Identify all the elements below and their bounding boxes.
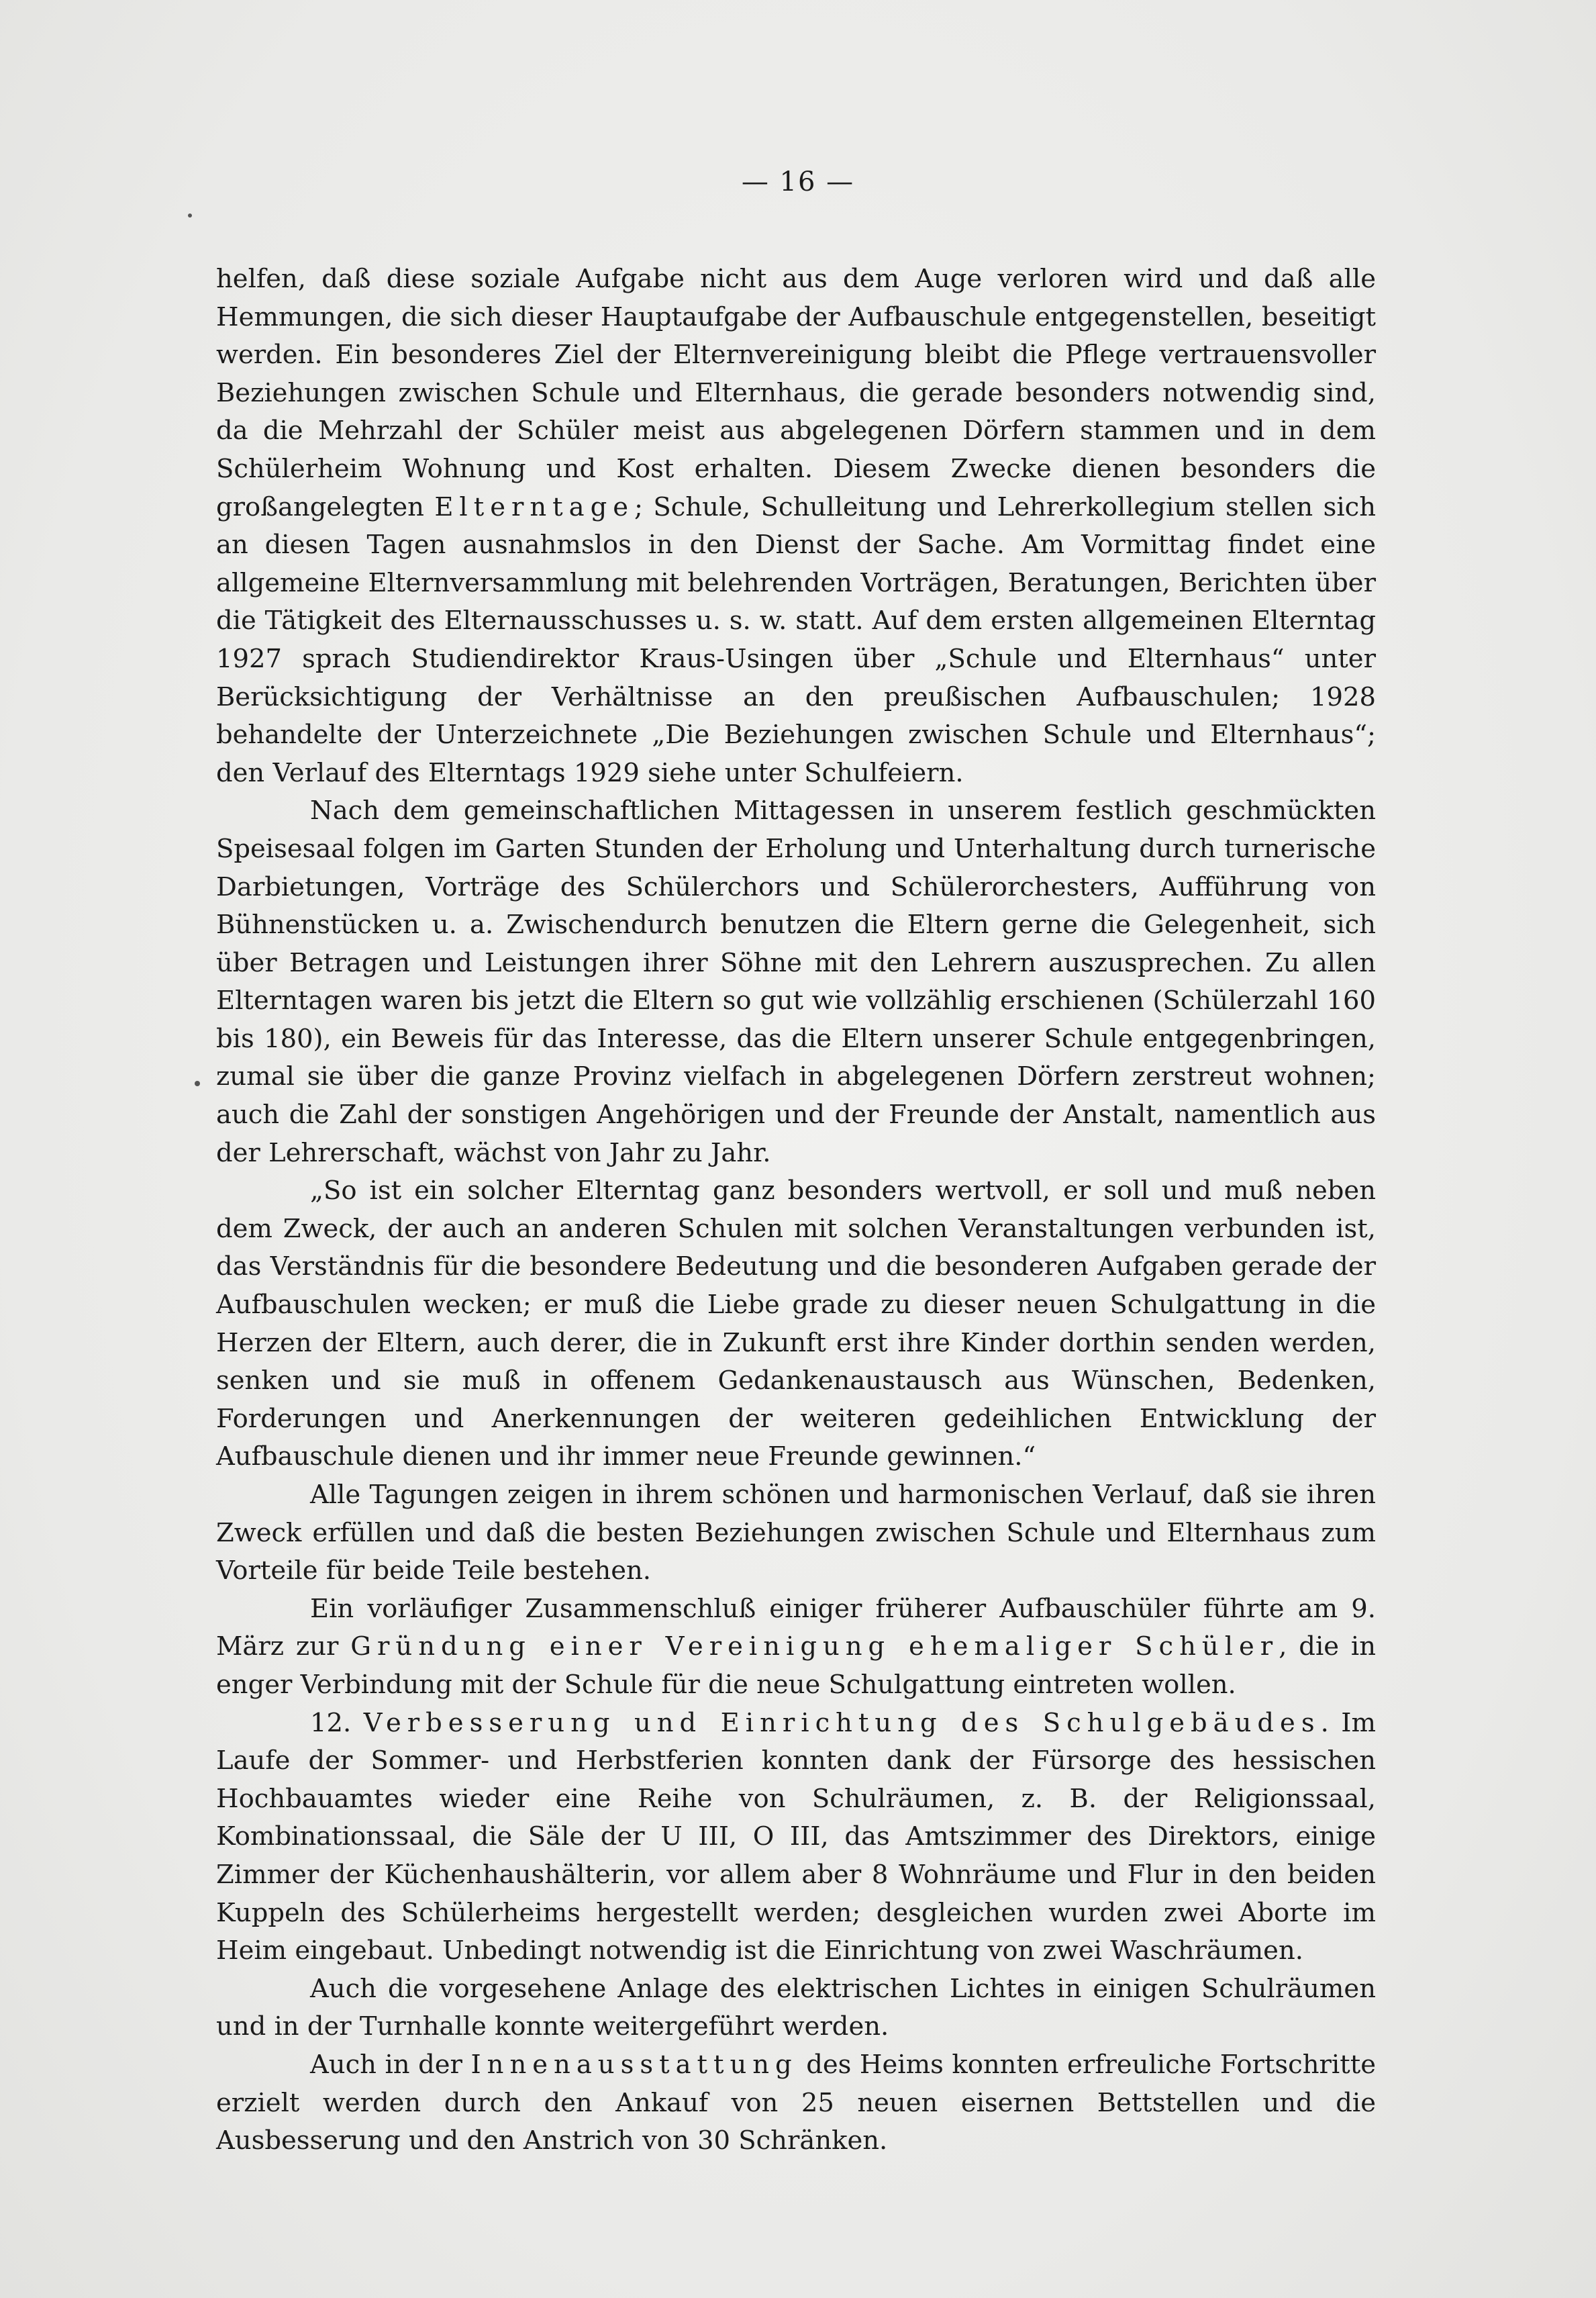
section-paragraph	[216, 1705, 1376, 1970]
paragraph	[216, 1970, 1376, 2046]
body-text	[216, 260, 1376, 2160]
text-run: des Heims konnten erfreuliche Fortschritte erzielt werden durch den Ankauf von 25 neuen eisernen Bettstellen und die Ausbesserung und den Anstrich von 30 Schränken.	[216, 2049, 1376, 2156]
quoted-paragraph	[216, 1172, 1376, 1476]
paper-speck	[188, 213, 192, 218]
spaced-emphasis: Elterntage	[434, 491, 635, 522]
paragraph	[216, 2046, 1376, 2160]
text-run: ; Schule, Schulleitung und Lehrerkollegium stellen sich an diesen Tagen ausnahmslos in den Dienst der Sache. Am Vormittag findet eine allgemeine Elternversammlung mit belehrenden Vorträgen, Beratungen, Berichten über die Tätigkeit des Elternausschusses u. s. w. statt. Auf dem ersten allgemeinen Elterntag 1927 sprach Studiendirektor Kraus-Usingen über „Schule und Elternhaus“ unter Berücksichtigung der Verhältnisse an den preußischen Aufbauschulen; 1928 behandelte der Unterzeichnete „Die Beziehungen zwischen Schule und Elternhaus“; den Verlauf des Elterntags 1929 siehe unter Schulfeiern.	[216, 491, 1376, 788]
text-run: , die in enger Verbindung mit der Schule für die neue Schulgattung eintreten wollen.	[216, 1631, 1376, 1700]
section-heading: Verbesserung und Einrichtung des Schulgebäudes	[363, 1707, 1321, 1738]
paragraph	[216, 1590, 1376, 1705]
section-number: 12.	[310, 1707, 364, 1738]
paper-speck	[195, 1081, 200, 1086]
text-run: Auch in der	[310, 2049, 471, 2080]
text-run: Auch die vorgesehene Anlage des elektrischen Lichtes in einigen Schulräumen und in der Turnhalle konnte weitergeführt werden.	[216, 1973, 1376, 2042]
text-run: „So ist ein solcher Elterntag ganz besonders wertvoll, er soll und muß neben dem Zweck, der auch an anderen Schulen mit solchen Veranstaltungen verbunden ist, das Verständnis für die besondere Bedeutung und die besonderen Aufgaben gerade der Aufbauschulen wecken; er muß die Liebe grade zu dieser neuen Schulgattung in die Herzen der Eltern, auch derer, die in Zukunft erst ihre Kinder dorthin senden werden, senken und sie muß in offenem Gedankenaustausch aus Wünschen, Bedenken, Forderungen und Anerkennungen der weiteren gedeihlichen Entwicklung der Aufbauschule dienen und ihr immer neue Freunde gewinnen.“	[216, 1176, 1376, 1472]
text-run: Ein vorläufiger Zusammenschluß einiger früherer Aufbauschüler führte am 9. März zur	[216, 1593, 1376, 1662]
spaced-emphasis: Innenausstattung	[470, 2049, 798, 2080]
text-run: Alle Tagungen zeigen in ihrem schönen und harmonischen Verlauf, daß sie ihren Zweck erfüllen und daß die besten Beziehungen zwischen Schule und Elternhaus zum Vorteile für beide Teile bestehen.	[216, 1480, 1376, 1586]
text-run: Nach dem gemeinschaftlichen Mittagessen in unserem festlich geschmückten Speisesaal folgen im Garten Stunden der Erholung und Unterhaltung durch turnerische Darbietungen, Vorträge des Schülerchors und Schülerorchesters, Aufführung von Bühnenstücken u. a. Zwischendurch benutzen die Eltern gerne die Gelegenheit, sich über Betragen und Leistungen ihrer Söhne mit den Lehrern auszusprechen. Zu allen Elterntagen waren bis jetzt die Eltern so gut wie vollzählig erschienen (Schülerzahl 160 bis 180), ein Beweis für das Interesse, das die Eltern unserer Schule entgegenbringen, zumal sie über die ganze Provinz vielfach in abgelegenen Dörfern zerstreut wohnen; auch die Zahl der sonstigen Angehörigen und der Freunde der Anstalt, namentlich aus der Lehrerschaft, wächst von Jahr zu Jahr.	[216, 796, 1376, 1168]
page-number: — 16 —	[741, 166, 855, 197]
paragraph	[216, 260, 1376, 792]
spaced-emphasis: Gründung einer Vereinigung ehemaliger Schüler	[350, 1631, 1279, 1662]
paragraph	[216, 792, 1376, 1172]
text-run: . Im Laufe der Sommer- und Herbstferien konnten dank der Fürsorge des hessischen Hochbauamtes wieder eine Reihe von Schulräumen, z. B. der Religionssaal, Kombinationssaal, die Säle der U III, O III, das Amtszimmer des Direktors, einige Zimmer der Küchenhaushälterin, vor allem aber 8 Wohnräume und Flur in den beiden Kuppeln des Schülerheims hergestellt werden; desgleichen wurden zwei Aborte im Heim eingebaut. Unbedingt notwendig ist die Einrichtung von zwei Waschräumen.	[216, 1707, 1376, 1966]
text-run: helfen, daß diese soziale Aufgabe nicht aus dem Auge verloren wird und daß alle Hemmungen, die sich dieser Hauptaufgabe der Aufbauschule entgegenstellen, beseitigt werden. Ein besonderes Ziel der Elternvereinigung bleibt die Pflege vertrauensvoller Beziehungen zwischen Schule und Elternhaus, die gerade besonders notwendig sind, da die Mehrzahl der Schüler meist aus abgelegenen Dörfern stammen und in dem Schülerheim Wohnung und Kost erhalten. Diesem Zwecke dienen besonders die großangelegten	[216, 264, 1376, 522]
paragraph	[216, 1476, 1376, 1590]
